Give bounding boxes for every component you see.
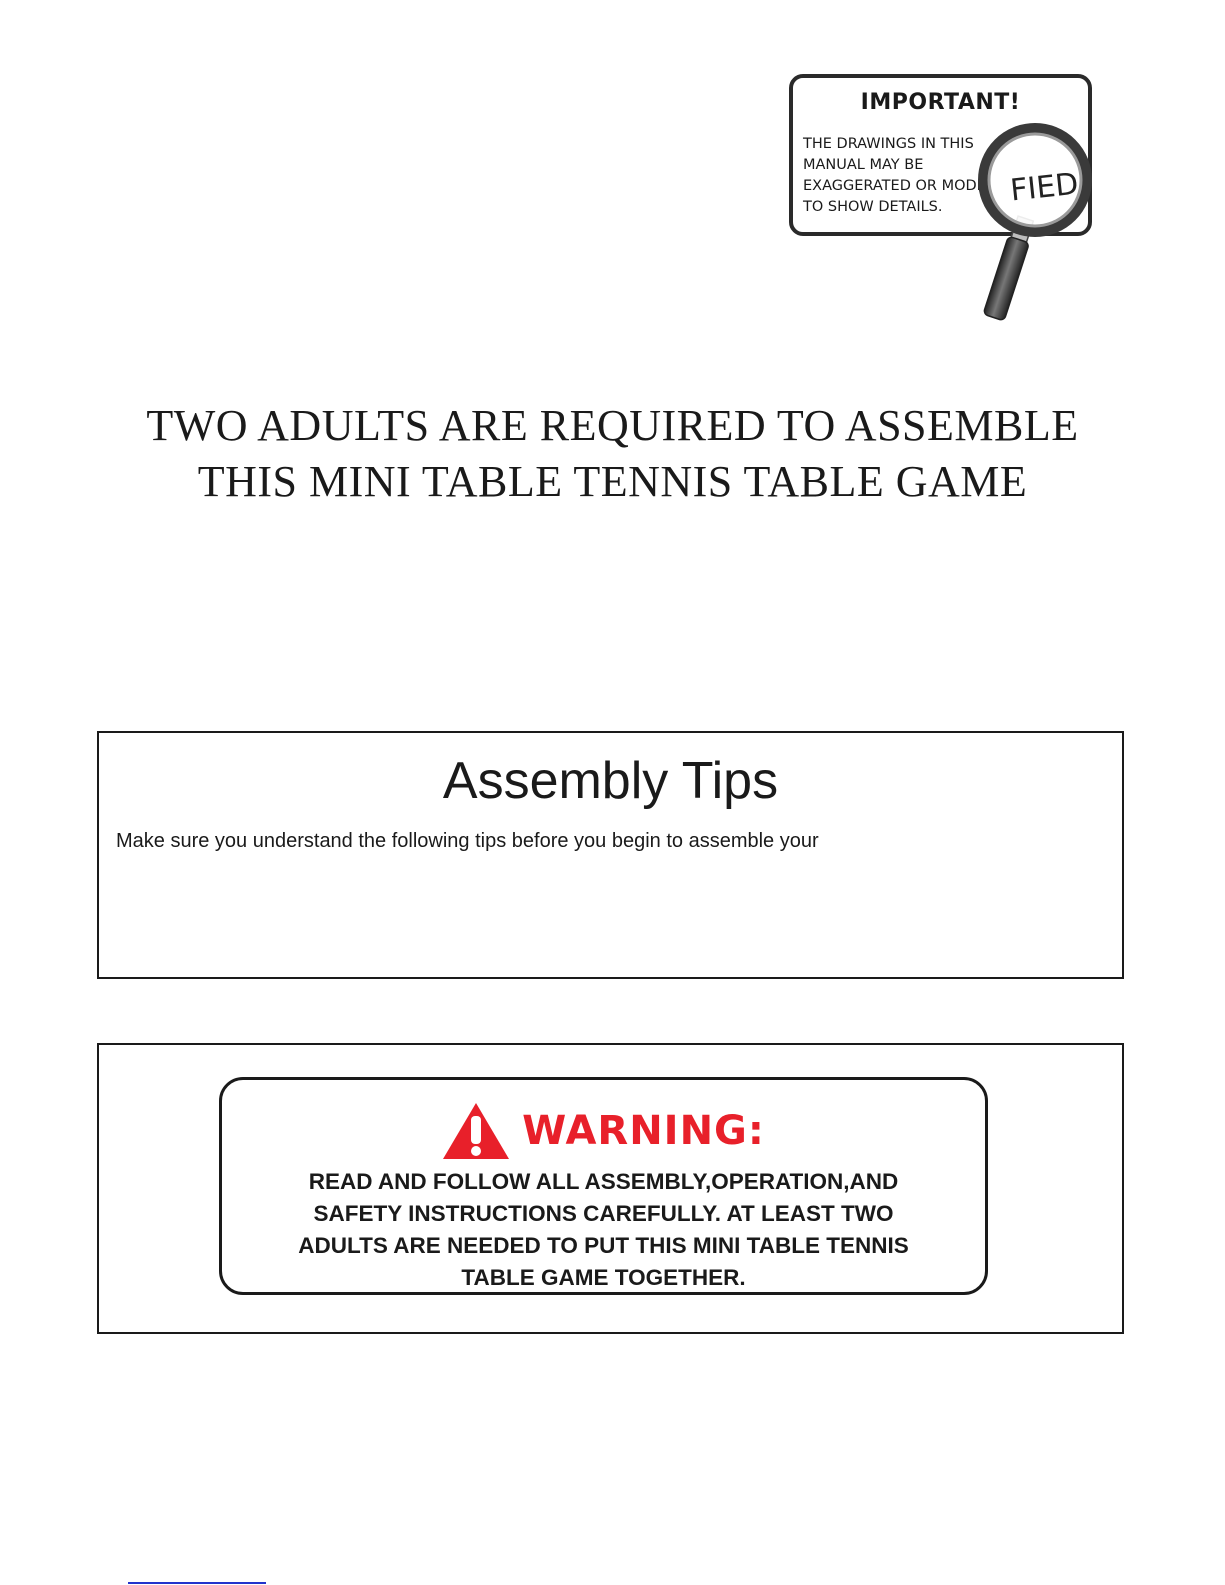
warning-text <box>222 1166 985 1294</box>
assembly-tips-intro: Make sure you understand the following tips before you begin to assemble your <box>116 830 819 852</box>
warning-line: TABLE GAME TOGETHER. <box>461 1265 746 1290</box>
warning-line: ADULTS ARE NEEDED TO PUT THIS MINI TABLE TENNIS <box>298 1233 909 1258</box>
warning-title: WARNING: <box>522 1108 765 1154</box>
warning-line: READ AND FOLLOW ALL ASSEMBLY,OPERATION,AND <box>308 1169 899 1194</box>
footer-link-underline <box>128 1582 266 1584</box>
lens-text: FIED <box>1008 166 1081 209</box>
assembly-tips-title: Assembly Tips <box>442 752 779 810</box>
important-line: EXAGGERATED OR MODI <box>803 178 981 194</box>
exclamation-triangle-icon <box>442 1102 510 1160</box>
important-title: IMPORTANT! <box>860 90 1021 115</box>
assembly-tips-box <box>97 731 1124 979</box>
important-line: THE DRAWINGS IN THIS <box>803 136 974 152</box>
page-title-line: TWO ADULTS ARE REQUIRED TO ASSEMBLE <box>146 401 1079 450</box>
warning-box <box>219 1077 988 1295</box>
page-title <box>60 398 1165 510</box>
warning-header <box>222 1102 985 1160</box>
warning-line: SAFETY INSTRUCTIONS CAREFULLY. AT LEAST TWO <box>313 1201 894 1226</box>
important-line: TO SHOW DETAILS. <box>803 199 943 215</box>
important-line: MANUAL MAY BE <box>803 157 924 173</box>
magnifying-glass-icon <box>960 110 1100 325</box>
page-title-line: THIS MINI TABLE TENNIS TABLE GAME <box>197 457 1028 506</box>
